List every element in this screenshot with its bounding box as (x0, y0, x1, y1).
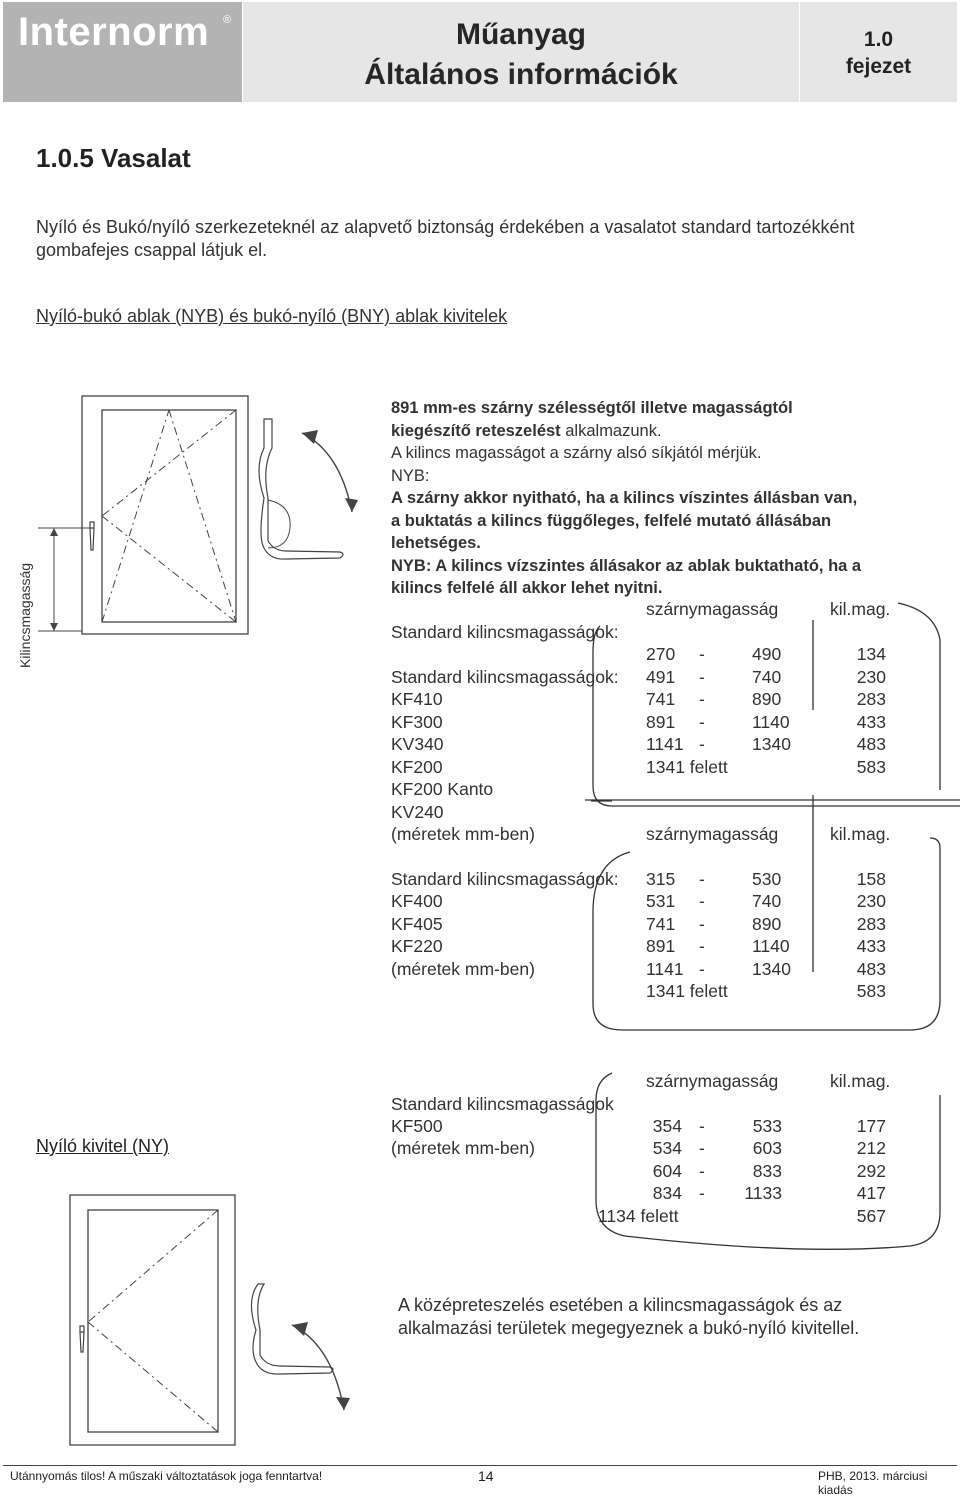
chapter-word: fejezet (845, 55, 912, 78)
t2-row3-to: 1140 (752, 936, 790, 956)
t3-row3-to: 1133 (744, 1183, 782, 1203)
t2-row2-to: 890 (752, 914, 782, 934)
t1-label-7: KF200 Kanto (391, 779, 494, 799)
t1-row0-handle: 134 (856, 644, 886, 664)
desc-line9: kilincs felfelé áll akkor lehet nyitni. (391, 579, 663, 597)
t1-footer-sash: szárnymagasság (646, 824, 779, 844)
t2-row5-handle: 583 (856, 981, 886, 1001)
t3-row0-to: 533 (752, 1116, 782, 1136)
t1-row5-from: 1341 felett (646, 757, 728, 777)
t2-label-0: Standard kilincsmagasságok: (391, 869, 619, 889)
t2-row4-to: 1340 (752, 959, 791, 979)
desc-line2-rest: alkalmazunk. (560, 421, 662, 440)
t2-row4-dash: - (699, 959, 705, 979)
footer-copyright: Utánnyomás tilos! A műszaki változtatások joga fenntartva! (10, 1469, 323, 1483)
t3-row4-from: 1134 felett (598, 1206, 679, 1226)
t1-label-6: KF200 (391, 757, 443, 777)
t2-row0-dash: - (699, 869, 705, 889)
page-number: 14 (478, 1468, 494, 1484)
t3-row1-dash: - (699, 1138, 705, 1158)
intro-paragraph: Nyíló és Bukó/nyíló szerkezeteknél az alapvető biztonság érdekében a vasalatot standard tartozékként gombafejes csappal látjuk el. (36, 217, 855, 260)
tilt-turn-window-diagram (38, 396, 358, 634)
t3-row1-to: 603 (752, 1138, 782, 1158)
t2-row2-dash: - (699, 914, 705, 934)
t1-label-3: KF410 (391, 689, 443, 709)
t2-row1-to: 740 (752, 891, 782, 911)
t3-row0-from: 354 (652, 1116, 682, 1136)
t1-label-9: (méretek mm-ben) (391, 824, 535, 844)
t1-label-5: KV340 (391, 734, 444, 754)
t1-row4-to: 1340 (752, 734, 791, 754)
t1-label-2: Standard kilincsmagasságok: (391, 667, 619, 687)
registered-mark: ® (223, 14, 232, 26)
desc-line2 (391, 420, 951, 443)
footer-edition: PHB, 2013. márciusi kiadás (818, 1469, 928, 1497)
t2-row0-to: 530 (752, 869, 782, 889)
t1-row4-dash: - (699, 734, 705, 754)
t2-row4-from: 1141 (646, 959, 684, 979)
t1-label-8: KV240 (391, 802, 444, 822)
t1-row1-handle: 230 (856, 667, 886, 687)
t3-row1-from: 534 (652, 1138, 682, 1158)
t3-row0-handle: 177 (856, 1116, 886, 1136)
desc-line5: A szárny akkor nyitható, ha a kilincs víszintes állásban van, (391, 489, 858, 507)
t3-row1-handle: 212 (856, 1138, 886, 1158)
t1-row3-dash: - (699, 712, 705, 732)
t1-header-sash: szárnymagasság (646, 599, 779, 619)
desc-line7: lehetséges. (391, 534, 481, 552)
desc-line6: a buktatás a kilincs függőleges, felfelé mutató állásában (391, 511, 832, 530)
t2-label-4: (méretek mm-ben) (391, 959, 535, 979)
t1-row2-to: 890 (752, 689, 782, 709)
t1-row3-to: 1140 (752, 712, 790, 732)
t2-row1-handle: 230 (856, 891, 886, 911)
chapter-number: 1.0 (863, 28, 894, 51)
t2-row2-from: 741 (646, 914, 676, 934)
t3-label-2: (méretek mm-ben) (391, 1138, 535, 1158)
t1-row0-dash: - (699, 644, 705, 664)
t2-row1-from: 531 (646, 891, 676, 911)
t1-row1-to: 740 (752, 667, 782, 687)
desc-line1: 891 mm-es szárny szélességtől illetve magasságtól (391, 399, 793, 417)
t3-row2-dash: - (699, 1161, 705, 1181)
header-title-line2: Általános információk (364, 58, 678, 91)
t1-row1-from: 491 (646, 667, 676, 687)
t1-row0-from: 270 (646, 644, 676, 664)
desc-line3: A kilincs magasságot a szárny alsó síkjától mérjük. (391, 444, 762, 462)
t2-row3-from: 891 (646, 936, 676, 956)
t1-row4-handle: 483 (856, 734, 886, 754)
t1-header-handle: kil.mag. (830, 599, 891, 619)
t1-label-4: KF300 (391, 712, 443, 732)
t2-row3-handle: 433 (856, 936, 886, 956)
t2-row1-dash: - (699, 891, 705, 911)
t1-row3-handle: 433 (856, 712, 886, 732)
t2-label-2: KF405 (391, 914, 443, 934)
t3-row0-dash: - (699, 1116, 705, 1136)
t1-row0-to: 490 (752, 644, 782, 664)
t2-row4-handle: 483 (856, 959, 886, 979)
center-locking-note: A középreteszelés esetében a kilincsmagasságok és az alkalmazási területek megegyeznek a bukó-nyíló kivitellel. (398, 1295, 860, 1338)
t3-row3-handle: 417 (856, 1183, 886, 1203)
brand-name: Internorm (18, 10, 210, 54)
subheading-ny: Nyíló kivitel (NY) (36, 1136, 170, 1156)
description-block (391, 397, 951, 600)
side-hung-window-diagram (70, 1195, 350, 1445)
t2-row2-handle: 283 (856, 914, 886, 934)
t1-row4-from: 1141 (646, 734, 684, 754)
t1-row2-dash: - (699, 689, 705, 709)
desc-line2-bold: kiegészítő reteszelést (391, 421, 561, 440)
t2-row0-handle: 158 (856, 869, 886, 889)
t3-row2-from: 604 (652, 1161, 682, 1181)
t3-header-handle: kil.mag. (830, 1071, 891, 1091)
t1-footer-handle: kil.mag. (830, 824, 891, 844)
t3-row2-handle: 292 (856, 1161, 886, 1181)
t1-row3-from: 891 (646, 712, 676, 732)
t3-header-sash: szárnymagasság (646, 1071, 779, 1091)
desc-line8: NYB: A kilincs vízszintes állásakor az ablak buktatható, ha a (391, 556, 862, 575)
t3-row3-dash: - (699, 1183, 705, 1203)
t2-label-1: KF400 (391, 891, 443, 911)
t3-row4-handle: 567 (856, 1206, 886, 1226)
t1-row2-from: 741 (646, 689, 676, 709)
footer-divider (3, 1465, 957, 1466)
t3-row2-to: 833 (752, 1161, 782, 1181)
t1-row5-handle: 583 (856, 757, 886, 777)
desc-line4: NYB: (391, 466, 430, 485)
header-title-line1: Műanyag (455, 18, 587, 51)
subheading-nyb: Nyíló-bukó ablak (NYB) és bukó-nyíló (BNY) ablak kivitelek (36, 306, 508, 326)
t3-row3-from: 834 (652, 1183, 682, 1203)
t3-label-1: KF500 (391, 1116, 443, 1136)
t2-row3-dash: - (699, 936, 705, 956)
t2-row5-from: 1341 felett (646, 981, 728, 1001)
section-title: 1.0.5 Vasalat (36, 143, 191, 173)
t2-row0-from: 315 (646, 869, 676, 889)
handle-height-label: Kilincsmagasság (17, 562, 33, 668)
t2-label-3: KF220 (391, 936, 443, 956)
t1-row2-handle: 283 (856, 689, 886, 709)
t1-label-0: Standard kilincsmagasságok: (391, 622, 619, 642)
t3-label-0: Standard kilincsmagasságok (391, 1094, 614, 1114)
t1-row1-dash: - (699, 667, 705, 687)
